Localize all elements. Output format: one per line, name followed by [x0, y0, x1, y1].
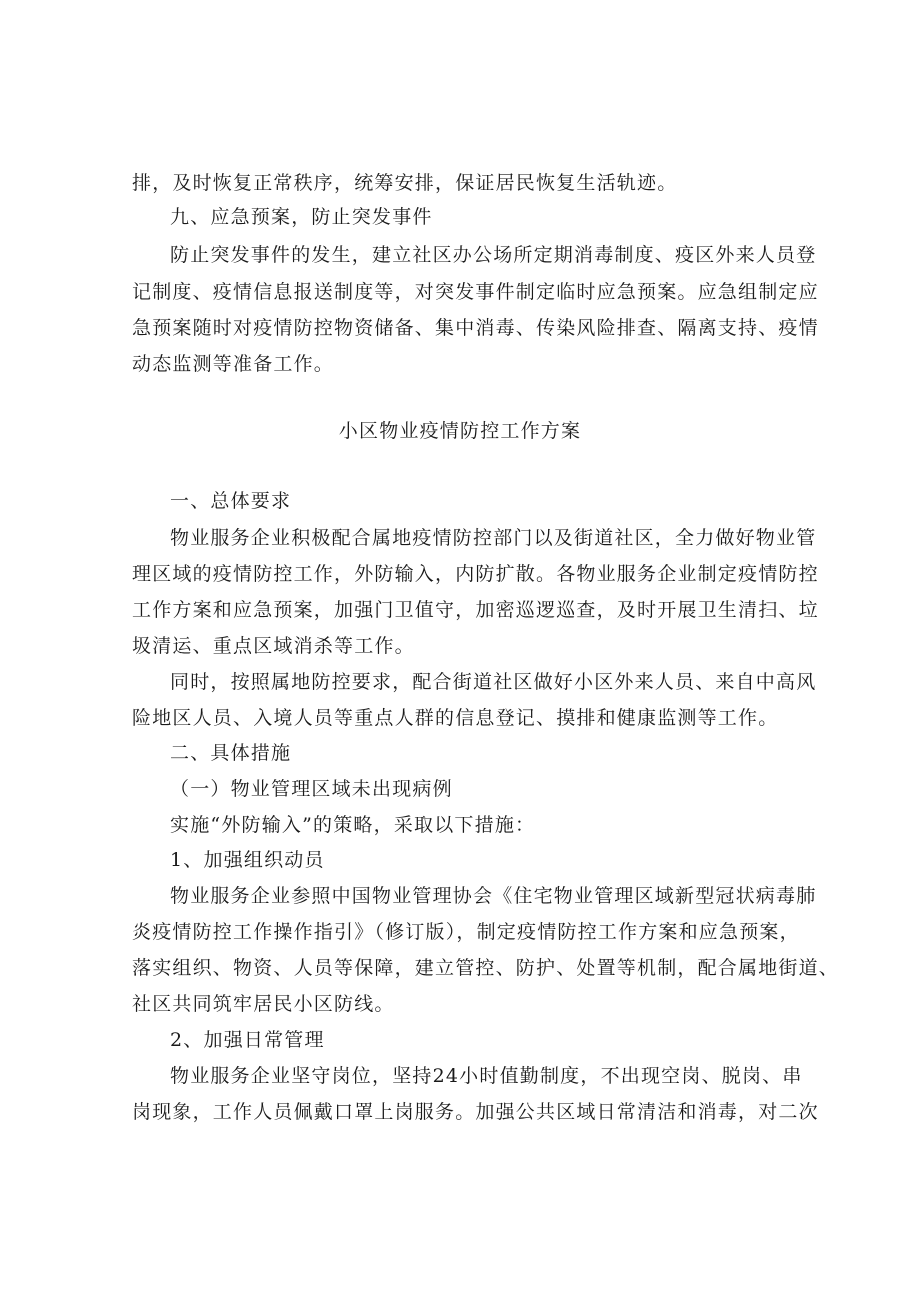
- paragraph-line: 记制度、疫情信息报送制度等，对突发事件制定临时应急预案。应急组制定应: [132, 281, 819, 303]
- paragraph-line: 险地区人员、入境人员等重点人群的信息登记、摸排和健康监测等工作。: [132, 707, 779, 729]
- paragraph-line: 圾清运、重点区域消杀等工作。: [132, 635, 415, 657]
- paragraph-line: 炎疫情防控工作操作指引》（修订版），制定疫情防控工作方案和应急预案，: [132, 921, 800, 943]
- document-title: 小区物业疫情防控工作方案: [338, 420, 582, 442]
- paragraph-line: 动态监测等准备工作。: [132, 353, 335, 375]
- paragraph-line: 排，及时恢复正常秩序，统筹安排，保证居民恢复生活轨迹。: [132, 172, 678, 194]
- paragraph-line: 防止突发事件的发生，建立社区办公场所定期消毒制度、疫区外来人员登: [170, 244, 817, 266]
- paragraph-line: 物业服务企业积极配合属地疫情防控部门以及街道社区，全力做好物业管: [170, 527, 817, 549]
- paragraph-line: 物业服务企业坚守岗位，坚持24小时值勤制度，不出现空岗、脱岗、串: [170, 1065, 803, 1087]
- paragraph-line: 岗现象，工作人员佩戴口罩上岗服务。加强公共区域日常清洁和消毒，对二次: [132, 1101, 819, 1123]
- paragraph-line: 理区域的疫情防控工作，外防输入，内防扩散。各物业服务企业制定疫情防控: [132, 563, 819, 585]
- paragraph-line: 实施“外防输入”的策略，采取以下措施：: [170, 814, 536, 836]
- paragraph-line: 急预案随时对疫情防控物资储备、集中消毒、传染风险排查、隔离支持、疫情: [132, 317, 819, 339]
- paragraph-line: 工作方案和应急预案，加强门卫值守，加密巡逻巡查，及时开展卫生清扫、垃: [132, 599, 819, 621]
- subsection-heading: 2、加强日常管理: [170, 1029, 325, 1051]
- paragraph-line: 物业服务企业参照中国物业管理协会《住宅物业管理区域新型冠状病毒肺: [170, 885, 817, 907]
- subsection-heading: （一）物业管理区域未出现病例: [170, 778, 453, 800]
- paragraph-line: 同时，按照属地防控要求，配合街道社区做好小区外来人员、来自中高风: [170, 671, 817, 693]
- paragraph-line: 社区共同筑牢居民小区防线。: [132, 993, 395, 1015]
- section-heading: 一、总体要求: [170, 490, 292, 512]
- section-heading: 二、具体措施: [170, 742, 292, 764]
- section-heading: 九、应急预案，防止突发事件: [170, 206, 433, 228]
- paragraph-line: 落实组织、物资、人员等保障，建立管控、防护、处置等机制，配合属地街道、: [132, 957, 840, 979]
- subsection-heading: 1、加强组织动员: [170, 849, 325, 871]
